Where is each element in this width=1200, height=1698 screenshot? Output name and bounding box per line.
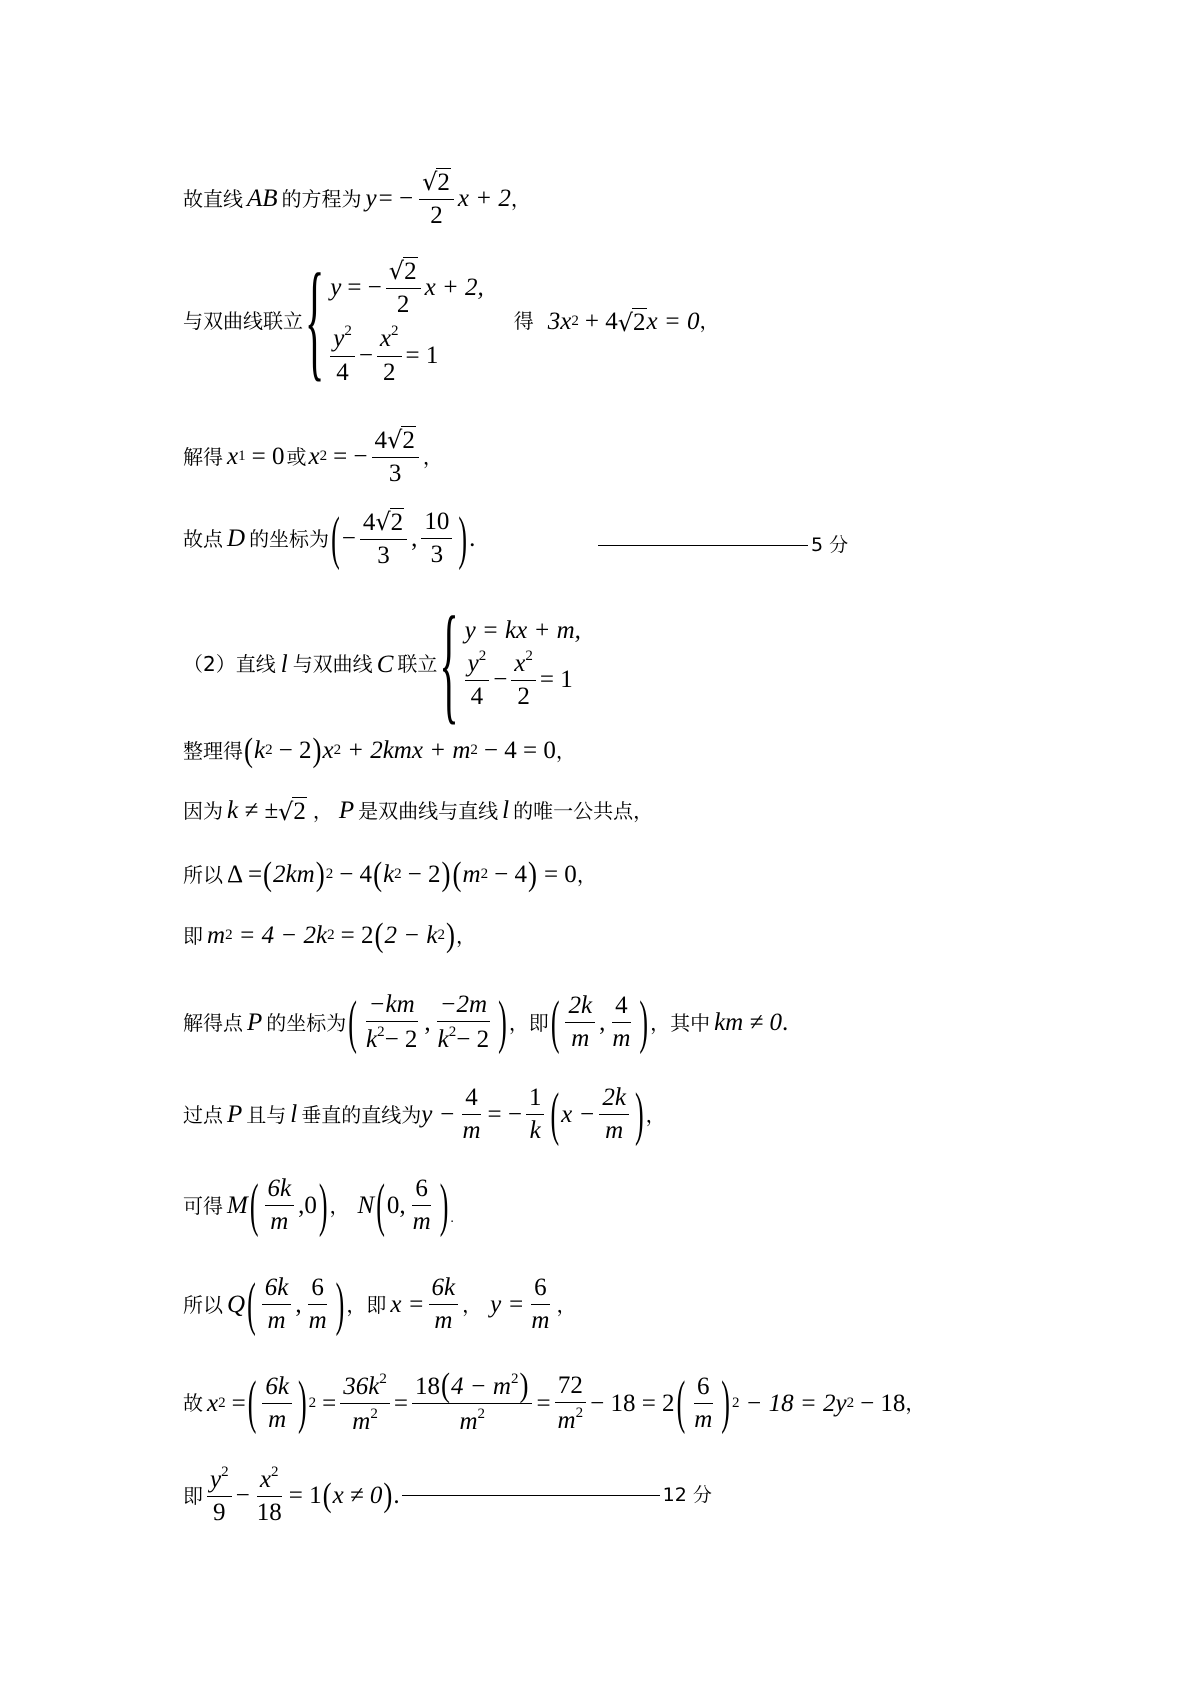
expr: − 18 [860, 1389, 906, 1417]
punct: ， [462, 1292, 483, 1317]
denominator: 4 [470, 683, 484, 711]
exponent: 2 [391, 323, 399, 340]
punct: ， [556, 1292, 577, 1317]
expr: = 4 − 2k [238, 922, 328, 949]
fraction [262, 1275, 292, 1335]
var: k [254, 737, 266, 764]
denominator: m [571, 1025, 590, 1053]
denominator: 3 [388, 460, 402, 488]
fraction: 4 √ 2 3 [360, 508, 407, 569]
numerator: 18 [415, 1373, 440, 1400]
denominator: m [605, 1117, 624, 1145]
fraction: √ 2 2 [386, 257, 421, 318]
denominator: m [352, 1407, 371, 1435]
numerator: −2m [437, 992, 490, 1022]
expr: − 4 = 0 [483, 737, 556, 764]
denominator: 2 [517, 683, 530, 711]
fraction [565, 993, 595, 1053]
fraction [306, 1275, 330, 1335]
op: − [493, 666, 508, 694]
sqrt: √ 2 [278, 798, 306, 826]
exponent: 2 [379, 1370, 387, 1387]
score-text: 12 分 [662, 1484, 712, 1507]
score-mark-5 [598, 530, 848, 557]
text: 即 [183, 1483, 203, 1508]
numerator: y [210, 1466, 222, 1493]
paren: ) [318, 1171, 328, 1238]
paren: ( [550, 988, 560, 1055]
expr: km ≠ 0 [714, 1009, 782, 1037]
paren: ) [458, 504, 468, 571]
text: 得 [513, 309, 534, 334]
exponent: 2 [325, 866, 334, 882]
punct: . [469, 525, 476, 553]
fraction [254, 1465, 285, 1527]
denominator: 3 [430, 541, 444, 569]
fraction [528, 1275, 552, 1335]
fraction [207, 1465, 232, 1527]
op: = − [333, 443, 368, 471]
exponent: 2 [437, 927, 445, 943]
paren: ) [634, 1080, 644, 1147]
numerator: −km [366, 992, 418, 1022]
fraction: 4 √ 2 3 [372, 426, 419, 487]
fraction [363, 992, 420, 1054]
punct: ， [422, 444, 443, 469]
expr: + 2kmx + m [347, 737, 471, 764]
text: ，即 [346, 1292, 387, 1317]
line-points-mn [183, 1171, 454, 1238]
paren: ) [721, 1368, 730, 1436]
text: 可得 [183, 1193, 223, 1218]
paren: ( [249, 1171, 259, 1238]
text: 的唯一公共点， [513, 798, 654, 823]
denominator: k [365, 1026, 378, 1054]
paren: ) [445, 916, 455, 954]
var: k [383, 861, 395, 888]
expr: Δ = [227, 861, 263, 888]
denominator: 3 [377, 542, 390, 570]
denominator: m [694, 1405, 713, 1433]
radicand: 2 [293, 798, 306, 825]
numerator: y [467, 650, 479, 677]
paren: ( [244, 731, 253, 769]
paren: ) [441, 855, 451, 893]
numerator: 36k [343, 1372, 380, 1400]
fraction [377, 324, 402, 386]
dash-line [402, 1495, 660, 1496]
exponent: 2 [510, 1371, 519, 1387]
denominator: m [434, 1307, 453, 1335]
numerator: 6k [265, 1176, 295, 1206]
exponent: 2 [221, 1464, 229, 1480]
text: 的方程为 [281, 186, 362, 211]
exponent: 2 [571, 312, 579, 329]
text: 过点 [183, 1102, 223, 1127]
punct: . [781, 1009, 789, 1037]
paren: ) [315, 855, 325, 893]
subscript: 1 [238, 448, 246, 465]
var: y [330, 274, 342, 302]
expr: y = [490, 1291, 525, 1319]
numerator: 6 [308, 1275, 327, 1305]
text: 与双曲线联立 [183, 309, 303, 334]
var-p: P [338, 797, 355, 824]
line-simplify [183, 731, 576, 769]
text: 即 [183, 923, 203, 948]
exponent: 2 [308, 1394, 317, 1411]
op: = [536, 1389, 551, 1417]
line-system-1 [183, 245, 720, 395]
numerator: 6k [262, 1275, 292, 1305]
fraction [599, 1085, 629, 1145]
paren: ( [348, 988, 357, 1055]
numerator: 4 [612, 993, 631, 1023]
line-point-p: 解得点 P 的坐标为 ( $\frac{-km}{k^2- 2}$ , $\frac{-2m}{k^2- 2}$ ) ，即 ( $\frac{2k}{m}$ , $\frac{4}{m}$ ) ，其中 km ≠ 0 . [183, 988, 789, 1055]
paren: ( [331, 504, 340, 571]
denominator: k [437, 1026, 449, 1054]
expr: − 18 = 2 [590, 1389, 675, 1417]
numerator: 2k [565, 993, 595, 1023]
expr: x = 0 [646, 307, 700, 335]
op: − 4 [494, 861, 527, 888]
line-part2-system [183, 588, 581, 737]
op: + 4 [584, 307, 618, 335]
denominator: − 2 [456, 1026, 490, 1054]
text: 所以 [183, 1292, 223, 1317]
var-q: Q [227, 1291, 246, 1319]
fraction [421, 509, 452, 569]
paren: ( [376, 1171, 385, 1238]
var-p: P [247, 1009, 263, 1037]
var-y: y [365, 185, 377, 213]
paren: ( [374, 916, 384, 954]
line-ab-equation [183, 168, 531, 229]
text: 整理得 [183, 738, 243, 763]
var: x [207, 1389, 219, 1417]
denominator: 18 [256, 1499, 282, 1527]
left-brace: { [305, 245, 325, 395]
op: = [393, 1389, 408, 1417]
condition: x ≠ 0 [332, 1482, 383, 1510]
text: 联立 [397, 652, 438, 677]
fraction [435, 992, 492, 1054]
numerator: 6 [694, 1374, 713, 1404]
var-l: l [290, 1101, 298, 1129]
var-d: D [227, 525, 246, 553]
fraction [330, 324, 355, 386]
exponent: 2 [265, 742, 273, 758]
paren: ( [247, 1270, 256, 1337]
exponent: 2 [478, 648, 487, 664]
op: − 2 [278, 737, 312, 764]
var: x [308, 443, 320, 471]
text: 的坐标为 [249, 526, 330, 551]
numerator: x [379, 325, 392, 353]
var-m: M [227, 1192, 248, 1220]
paren: ( [373, 855, 383, 893]
fraction [340, 1372, 390, 1436]
numerator: 6 [412, 1176, 431, 1206]
paren: ) [439, 1171, 449, 1238]
op: = − [378, 185, 414, 213]
text: （2）直线 [183, 652, 276, 677]
paren: ( [676, 1368, 686, 1436]
op: = 1 [405, 341, 439, 369]
expr: k ≠ ± [227, 797, 279, 824]
punct: , [424, 1009, 431, 1037]
exponent: 2 [480, 866, 489, 882]
denominator: − 2 [384, 1026, 418, 1054]
punct: , [295, 1291, 302, 1319]
exponent: 2 [470, 742, 478, 758]
exponent: 2 [344, 323, 352, 340]
fraction [465, 649, 490, 711]
expr: 3x [547, 307, 572, 335]
numerator: 10 [421, 509, 452, 539]
exponent: 2 [394, 866, 402, 882]
numerator: 4 [462, 1085, 481, 1115]
denominator: m [612, 1025, 631, 1053]
punct: ， [699, 309, 720, 334]
exponent: 2 [525, 648, 533, 664]
var: m [462, 861, 481, 888]
fraction [555, 1373, 587, 1435]
exponent: 2 [271, 1464, 279, 1480]
numerator: 4 [374, 426, 388, 454]
line-perpendicular [183, 1080, 666, 1147]
op: = 0 [251, 443, 285, 471]
exponent: 2 [575, 1404, 584, 1421]
fraction: $\frac{18(4 - m^2)}{m^2}$ [412, 1371, 532, 1436]
numerator: 6 [531, 1275, 550, 1305]
var-p: P [227, 1101, 243, 1129]
exponent: 2 [448, 1024, 457, 1041]
expr: 2 − k [384, 922, 438, 949]
denominator: 2 [430, 202, 443, 230]
line-solutions [183, 426, 443, 487]
text: 解得 [183, 444, 223, 469]
numerator: 2k [599, 1085, 629, 1115]
denominator: 2 [382, 358, 396, 386]
radicand: 2 [633, 308, 646, 336]
subscript: 2 [319, 448, 328, 465]
numerator: 72 [555, 1373, 586, 1403]
exponent: 2 [225, 927, 233, 943]
var-l: l [280, 650, 288, 678]
line-because [183, 797, 653, 824]
paren: ) [498, 988, 507, 1055]
text: 与双曲线 [292, 652, 373, 677]
denominator: k [529, 1117, 541, 1145]
radicand: 2 [390, 509, 404, 536]
fraction [429, 1275, 459, 1335]
text: 所以 [183, 862, 223, 887]
text: ，其中 [650, 1010, 711, 1035]
punct: ， [905, 1391, 926, 1416]
line-x-squared [183, 1366, 926, 1436]
numerator: x [259, 1466, 272, 1493]
op: − [341, 525, 356, 553]
numerator: 4 [362, 508, 376, 536]
expr: y − [421, 1101, 456, 1129]
denominator: m [268, 1405, 287, 1433]
expr: = 2 [340, 922, 374, 949]
var-c: C [376, 650, 394, 678]
denominator: m [557, 1406, 576, 1434]
line-discriminant [183, 855, 597, 893]
text: 故直线 [183, 186, 243, 211]
denominator: 2 [396, 291, 410, 319]
text: 垂直的直线为 [301, 1102, 422, 1127]
paren: ) [298, 1368, 307, 1436]
radicand: 2 [437, 169, 450, 196]
radicand: 2 [402, 427, 415, 454]
expr: x + 2, [424, 274, 484, 302]
text: ，即 [508, 1010, 549, 1035]
text: 因为 [183, 798, 223, 823]
radicand: 2 [404, 258, 417, 285]
fraction [511, 649, 536, 711]
var-n: N [357, 1192, 375, 1220]
fraction [265, 1176, 295, 1236]
denominator: m [308, 1307, 327, 1335]
op: = [322, 1389, 337, 1417]
op: − 2 [407, 861, 441, 888]
text: 且与 [246, 1102, 287, 1127]
numerator: 4 − m [451, 1373, 511, 1400]
paren: ( [452, 855, 462, 893]
expr: 2km [273, 861, 315, 888]
line-point-q [183, 1270, 577, 1337]
equation: y = kx + m, [464, 617, 581, 644]
dash-line [598, 545, 808, 546]
denominator: 9 [213, 1499, 226, 1527]
punct: ， [455, 923, 476, 948]
line-point-d [183, 504, 476, 571]
fraction [410, 1176, 434, 1236]
fraction [609, 993, 633, 1053]
denominator: m [531, 1307, 550, 1335]
var: x [227, 443, 239, 471]
fraction [262, 1374, 292, 1434]
op: = [231, 1389, 246, 1417]
exponent: 2 [333, 742, 342, 758]
denominator: m [267, 1307, 286, 1335]
expr: x + 2 [457, 185, 511, 213]
exponent: 2 [370, 1405, 378, 1422]
punct: ， [510, 186, 531, 211]
fraction [691, 1374, 715, 1434]
denominator: m [462, 1117, 481, 1145]
exponent: 2 [731, 1394, 740, 1411]
paren: ( [322, 1476, 332, 1514]
text: 或 [286, 444, 307, 469]
numerator: y [333, 325, 345, 353]
score-text: 5 分 [811, 534, 849, 556]
punct: ， [312, 798, 333, 823]
punct: ， [555, 738, 576, 763]
var: m [207, 922, 226, 949]
exponent: 2 [218, 1394, 226, 1411]
paren: ) [312, 731, 322, 769]
punct: , [411, 525, 418, 553]
var-l: l [502, 797, 510, 824]
fraction [459, 1085, 483, 1145]
line-m-squared [183, 916, 476, 954]
denominator: m [459, 1408, 478, 1436]
punct: ， [645, 1102, 666, 1127]
exponent: 2 [846, 1394, 855, 1411]
var-ab: AB [247, 185, 278, 213]
equation-system [330, 257, 484, 386]
op: = 1 [539, 666, 573, 694]
expr: ,0 [298, 1192, 317, 1220]
fraction: √ 2 2 [419, 168, 454, 229]
denominator: 4 [336, 358, 349, 386]
denominator: m [270, 1208, 289, 1236]
numerator: 6k [262, 1374, 292, 1404]
punct: . [393, 1482, 400, 1510]
exponent: 2 [377, 1024, 385, 1041]
op: = 1 [288, 1482, 322, 1510]
punct: ， [576, 862, 597, 887]
op: = − [347, 274, 382, 302]
op: = 0 [543, 861, 577, 888]
punct: . [450, 1210, 454, 1226]
paren: ) [639, 988, 649, 1055]
equation-system [465, 618, 581, 711]
paren: ( [247, 1368, 257, 1436]
expr: − 18 = 2y [745, 1389, 847, 1417]
op: = − [487, 1101, 522, 1129]
punct: ， [329, 1193, 350, 1218]
paren: ( [263, 855, 273, 893]
numerator: 1 [526, 1085, 545, 1115]
paren: ) [383, 1476, 393, 1514]
expr: 0, [386, 1192, 406, 1220]
exponent: 2 [477, 1406, 485, 1423]
expr: x = [390, 1291, 425, 1319]
numerator: x [514, 650, 526, 677]
left-brace: { [439, 588, 459, 737]
text: 是双曲线与直线 [358, 798, 499, 823]
text: 故点 [183, 526, 223, 551]
denominator: m [412, 1208, 431, 1236]
op: − [358, 341, 373, 369]
op: − 4 [339, 861, 373, 888]
var: x [322, 737, 334, 764]
exponent: 2 [327, 927, 335, 943]
op: − [235, 1482, 250, 1510]
paren: ) [527, 855, 537, 893]
text: 故 [183, 1391, 203, 1416]
fraction [526, 1085, 545, 1145]
text: 的坐标为 [266, 1010, 347, 1035]
paren: ) [335, 1270, 345, 1337]
expr: x − [561, 1101, 596, 1129]
paren: ( [550, 1080, 560, 1147]
text: 解得点 [183, 1010, 243, 1035]
sqrt: √ 2 [617, 308, 646, 337]
numerator: 6k [429, 1275, 459, 1305]
line-result [183, 1465, 712, 1527]
